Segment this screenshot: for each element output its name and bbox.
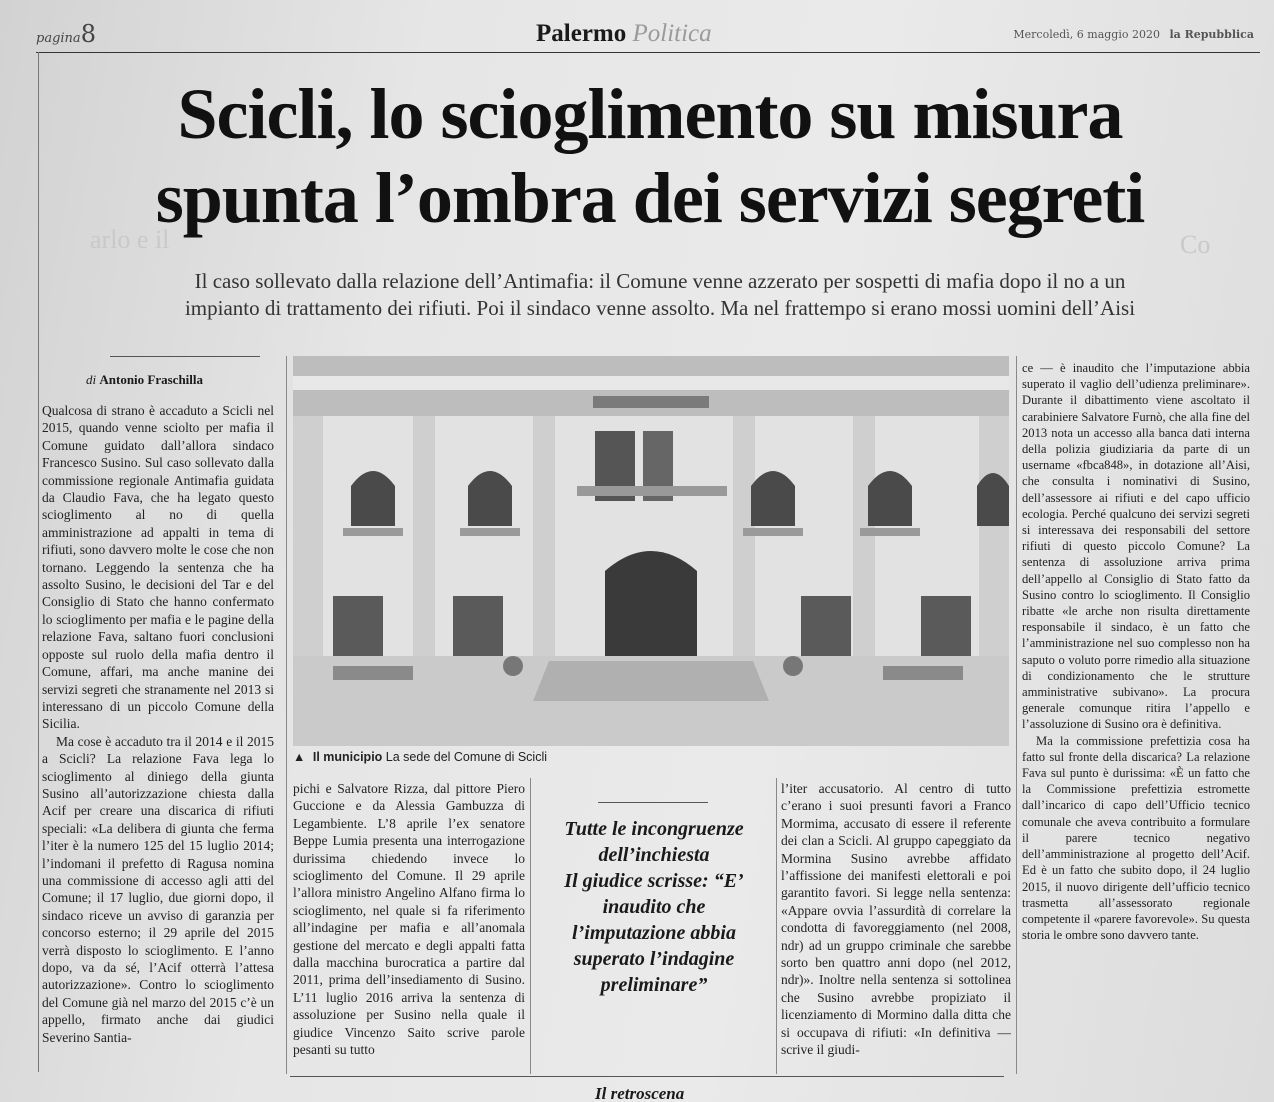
masthead-divider [36,52,1260,53]
pull-quote-line: dell’inchiesta [598,844,710,866]
newspaper-name: la Repubblica [1169,28,1254,41]
caption-text: La sede del Comune di Scicli [385,750,547,764]
column-4-paragraph-1: ce — è inaudito che l’imputazione abbia superato il vaglio dell’udienza preliminare». Durante il dibattimento viene ascoltato il carabiniere Salvatore Furnò, che alla fine del 2013 nota un accesso alla banca dati interna della polizia giudiziaria da parte di un username «fbca848», in dotazione all’Aisi, che consulta i nominativi di Susino, dell’assessore ai rifiuti e del capo ufficio ecologia. Perché qualcuno dei servizi segreti si interessava dei responsabili del settore rifiuti di questo piccolo Comune? La sentenza di assoluzione arriva prima dell’appello al Consiglio di Stato fatto da Susino contro lo scioglimento. Il Consiglio ribatte «le arche non risulta direttamente responsabile il sindaco, è un fatto che l’amministrazione nel suo complesso non ha saputo o voluto porre rimedio alla situazione di condizionamento che le strutture amministrative subivano». La procura generale comunque ritira l’appello e l’assoluzione di Susino ora è definitiva. [1022,361,1250,732]
dateline [1013,28,1254,41]
article-column-3 [781,780,1011,1072]
article-column-1 [42,402,274,1072]
pull-quote-line: Tutte le incongruenze [564,818,744,840]
camera-icon: ▲ [293,750,306,764]
page-number [36,20,96,48]
column-4-paragraph-2: Ma la commissione prefettizia cosa ha fatto sul fronte della discarica? La relazione Fava sul punto è durissima: «È un fatto che la Commissione prefettizia estromette dall’incarico di capo dell’Ufficio tecnico comunale che aveva contribuito a formulare il parere tecnico negativo dell’amministrazione al progetto dell’Acif. Ed è un fatto che subito dopo, il 24 luglio 2015, il nuovo dirigente dell’ufficio tecnico trasmetta all’assessorato regionale competente il «parere favorevole». Su questa storia le ombre sono davvero tante. [1022,733,1250,943]
summary-line-1: Il caso sollevato dalla relazione dell’Antimafia: il Comune venne azzerato per sospetti di mafia dopo il no a un [194,269,1126,293]
section-name: Palermo [536,20,627,47]
pull-quote-line: preliminare” [600,974,708,996]
byline-prefix: di [86,372,97,387]
column-3-text: l’iter accusatorio. Al centro di tutto c’erano i suoi presunti favori a Franco Mormima, accusato di essere il referente dei clan a Scicli. Al gruppo capeggiato da Mormina Susino avrebbe affidato l’affissione dei manifesti elettorali e poi garantito favori. Si legge nella sentenza: «Appare ovvia l’assurdità di correlare la condotta di favoreggiamento (nel 2008, ndr) ad un gruppo criminale che sarebbe sorto ben quattro anni dopo (nel 2012, ndr)». Inoltre nella sentenza si sottolinea che Susino avrebbe propiziato il licenziamento di Mormino dalla ditta che si occupava di rifiuti: «In definitiva — scrive il giudi- [781,781,1011,1058]
pull-quote-line: superato l’indagine [573,948,735,970]
column-divider [286,356,287,1074]
article-summary [110,268,1210,322]
bottom-divider [290,1076,1004,1077]
page-number-value: 8 [80,20,96,48]
byline-divider [110,356,260,357]
page-label: pagina [36,31,81,46]
pull-quote-line: Il giudice scrisse: “E’ [564,870,744,892]
article-headline [60,72,1240,240]
article-column-2 [293,780,525,1072]
bleedthrough-text: Co [1180,230,1211,259]
town-hall-illustration [293,356,1009,746]
photo-caption [293,750,1009,764]
left-margin-rule [38,52,39,1072]
column-divider [776,778,777,1074]
bleedthrough-text: arlo e il [90,225,170,254]
town-hall-photo [293,356,1009,746]
column-1-paragraph-1: Qualcosa di strano è accaduto a Scicli nel 2015, quando venne sciolto per mafia il Comune guidato dall’allora sindaco Francesco Susino. Sul caso sollevato dalla commissione regionale Antimafia guidata da Claudio Fava, che ha legato questo scioglimento al no di quella amministrazione ad appalti in tema di rifiuti, sono davvero molte le cose che non tornano. Leggendo la sentenza che ha assolto Susino, le decisioni del Tar e del Consiglio di Stato che hanno confermato lo scioglimento per mafia e le pagine della relazione Fava, saltano fuori conclusioni opposte sul ruolo della mafia dentro il Comune, affari, ma anche manine dei servizi segreti che stranamente nel 2013 si interessano di un piccolo Comune della Sicilia. [42,403,274,732]
section-title [536,20,712,48]
caption-lead: Il municipio [312,750,383,764]
next-article-kicker: Il retroscena [595,1084,685,1102]
column-divider [530,778,531,1074]
subsection-name: Politica [632,20,712,47]
column-2-text: pichi e Salvatore Rizza, dal pittore Piero Guccione e da Alessia Gambuzza di Legambiente. L’8 aprile l’ex senatore Beppe Lumia presenta una interrogazione durissima chiedendo invece lo scioglimento del Comune. Il 29 aprile l’allora ministro Angelino Alfano firma lo scioglimento, nel quale si fa riferimento all’indagine per mafia e all’anomala gestione del mercato e degli appalti fatta dalla macchina burocratica a partire dal 2011, prima dell’insediamento di Susino. L’11 luglio 2016 arriva la sentenza di assoluzione per Susino nella quale il giudice Vincenzo Saito scrive parole pesanti su tutto [293,781,525,1058]
byline [86,372,203,388]
pull-quote-rule [598,802,708,803]
issue-date: Mercoledì, 6 maggio 2020 [1013,28,1160,41]
pull-quote-line: inaudito che [602,896,706,918]
headline-line-2: spunta l’ombra dei servizi segreti [155,158,1145,238]
masthead [36,14,1254,50]
pull-quote [536,816,772,998]
column-1-paragraph-2: Ma cose è accaduto tra il 2014 e il 2015 a Scicli? La relazione Fava lega lo scioglimento al diniego della giunta Susino all’autorizzazione chiesta dalla Acif per creare una discarica di rifiuti speciali: «La delibera di giunta che ferma l’iter è la numero 125 del 15 luglio 2014; l’indomani il prefetto di Ragusa nomina una commissione di accesso agli atti del Comune; il 17 luglio, due giorni dopo, il sindaco riceve un avviso di garanzia per concorso esterno; il 29 aprile del 2015 verrà disposto lo scioglimento. E l’anno dopo, va da sé, l’Acif otterrà l’attesa autorizzazione». Contro lo scioglimento del Comune già nel marzo del 2015 c’è un appello, firmato anche dai giudici Severino Santia- [42,733,274,1045]
author-name: Antonio Fraschilla [99,372,204,387]
article-column-4 [1022,360,1250,1072]
summary-line-2: impianto di trattamento dei rifiuti. Poi il sindaco venne assolto. Ma nel frattempo si erano mossi uomini dell’Aisi [184,296,1136,320]
headline-line-1: Scicli, lo scioglimento su misura [177,74,1123,154]
pull-quote-line: l’imputazione abbia [572,922,736,944]
column-divider [1016,356,1017,1074]
